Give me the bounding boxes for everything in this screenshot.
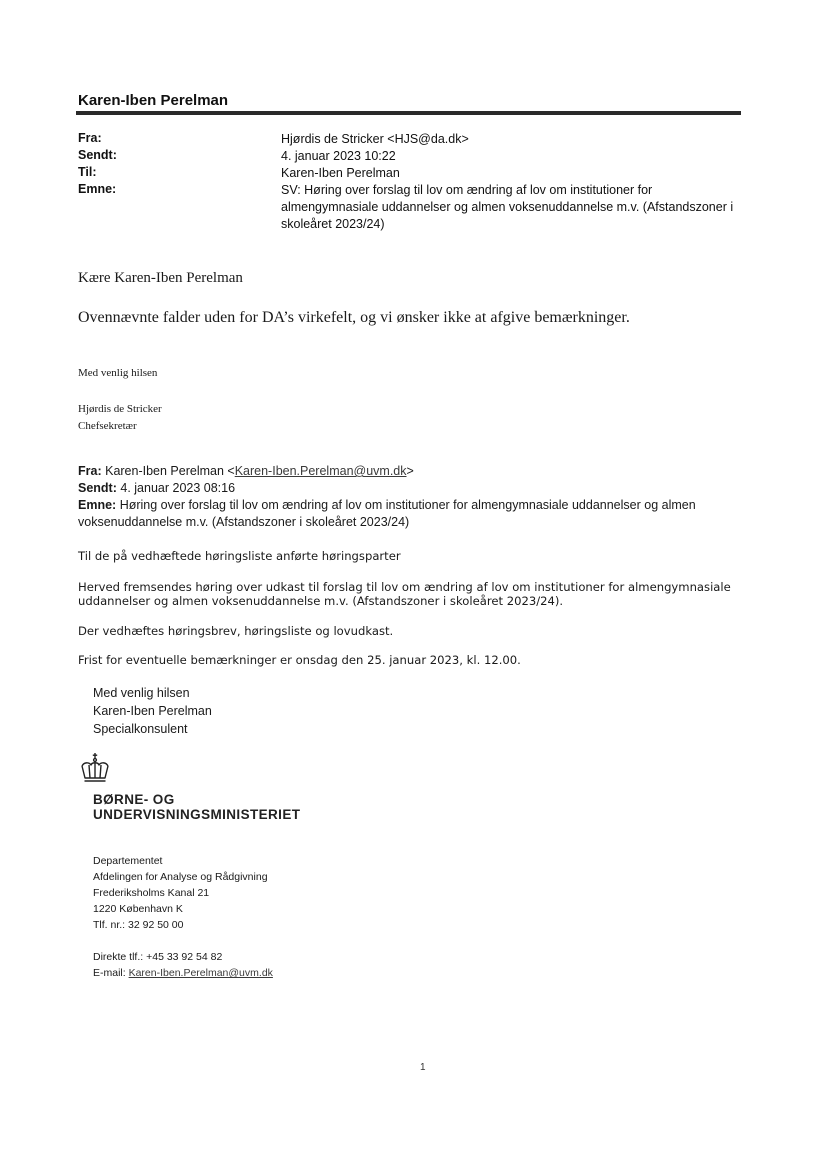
address-division: Afdelingen for Analyse og Rådgivning — [93, 871, 268, 883]
signature-name: Karen-Iben Perelman — [93, 704, 212, 718]
ministry-logo-text — [93, 792, 300, 822]
forwarded-subject-label: Emne: — [78, 498, 117, 512]
forwarded-from-name: Karen-Iben Perelman < — [105, 464, 235, 478]
reply-signer-name: Hjørdis de Stricker — [78, 403, 162, 415]
forwarded-from — [78, 463, 758, 480]
subject-value: SV: Høring over forslag til lov om ændring af lov om institutioner for almengymnasiale uddannelser og almen voksenuddannelse m.v. (Afstandszoner i skoleåret 2023/24) — [281, 183, 734, 231]
email-line — [93, 965, 273, 981]
sent-value: 4. januar 2023 10:22 — [281, 149, 396, 163]
reply-signer-title: Chefsekretær — [78, 420, 137, 432]
forwarded-from-close: > — [406, 464, 414, 478]
body-paragraph-2: Herved fremsendes høring over udkast til forslag til lov om ændring af lov om institutioner for almengymnasiale uddannelser og almen voksenuddannelse m.v. (Afstandszoner i skoleåret 2023/24). — [78, 580, 731, 608]
address-phone: Tlf. nr.: 32 92 50 00 — [93, 919, 184, 931]
email-owner-name: Karen-Iben Perelman — [78, 92, 229, 109]
forwarded-sent-label: Sendt: — [78, 481, 117, 495]
crown-logo-icon — [78, 752, 112, 789]
from-label: Fra: — [78, 131, 102, 145]
header-divider — [76, 111, 741, 115]
body-paragraph-3: Der vedhæftes høringsbrev, høringsliste og lovudkast. — [78, 624, 394, 638]
sent-label: Sendt: — [78, 148, 117, 162]
reply-body: Ovennævnte falder uden for DA’s virkefelt, og vi ønsker ikke at afgive bemærkninger. — [78, 309, 630, 326]
to-value: Karen-Iben Perelman — [281, 166, 400, 180]
body-paragraph-1: Til de på vedhæftede høringsliste anførte høringsparter — [78, 549, 401, 563]
forwarded-sent-value: 4. januar 2023 08:16 — [120, 481, 236, 495]
forwarded-subject-value: Høring over forslag til lov om ændring af lov om institutioner for almengymnasiale uddannelser og almen voksenuddannelse m.v. (Afstandszoner i skoleåret 2023/24) — [78, 498, 696, 529]
to-label: Til: — [78, 165, 97, 179]
page-number: 1 — [420, 1062, 426, 1073]
forwarded-from-email-link[interactable]: Karen-Iben.Perelman@uvm.dk — [234, 464, 407, 478]
from-value: Hjørdis de Stricker <HJS@da.dk> — [281, 132, 469, 146]
signature-email-link[interactable]: Karen-Iben.Perelman@uvm.dk — [128, 967, 273, 979]
signature-signoff: Med venlig hilsen — [93, 686, 190, 700]
direct-phone: Direkte tlf.: +45 33 92 54 82 — [93, 951, 223, 963]
reply-signoff: Med venlig hilsen — [78, 367, 158, 379]
email-label: E-mail: — [93, 967, 129, 979]
address-department: Departementet — [93, 855, 163, 867]
ministry-line-1: BØRNE- OG — [93, 792, 175, 807]
forwarded-subject — [78, 497, 758, 531]
address-street: Frederiksholms Kanal 21 — [93, 887, 210, 899]
subject-label: Emne: — [78, 182, 117, 196]
reply-greeting: Kære Karen-Iben Perelman — [78, 270, 243, 286]
forwarded-from-label: Fra: — [78, 464, 102, 478]
body-paragraph-4: Frist for eventuelle bemærkninger er onsdag den 25. januar 2023, kl. 12.00. — [78, 653, 521, 667]
address-city: 1220 København K — [93, 903, 183, 915]
signature-title: Specialkonsulent — [93, 722, 188, 736]
ministry-line-2: UNDERVISNINGSMINISTERIET — [93, 807, 301, 822]
forwarded-sent — [78, 480, 758, 497]
